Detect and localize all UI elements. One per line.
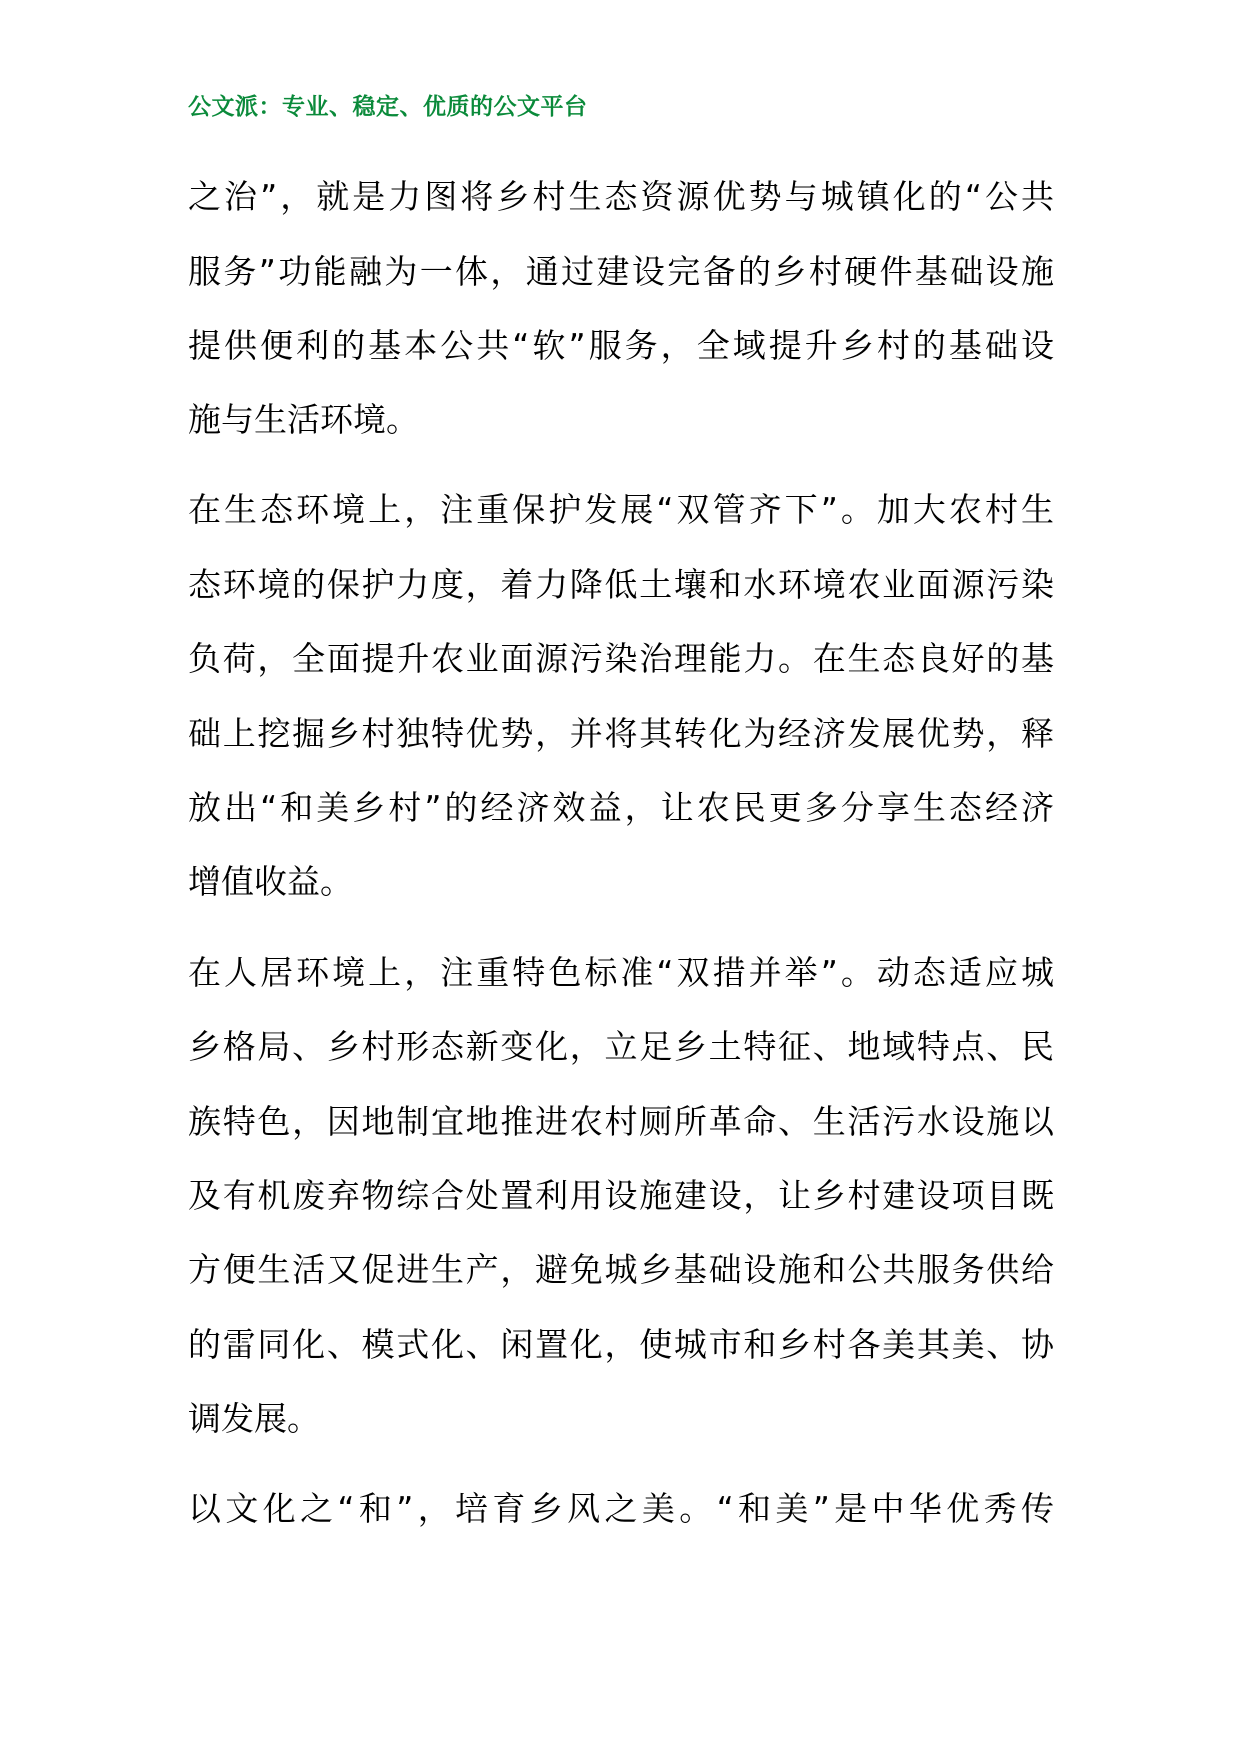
body-line: 乡格局、乡村形态新变化，立足乡土特征、地域特点、民 [188, 1027, 1054, 1066]
body-line: 在人居环境上，注重特色标准“双措并举”。动态适应城 [188, 953, 1054, 992]
body-line: 础上挖掘乡村独特优势，并将其转化为经济发展优势，释 [188, 714, 1054, 753]
body-line: 负荷，全面提升农业面源污染治理能力。在生态良好的基 [188, 639, 1054, 678]
body-line: 及有机废弃物综合处置利用设施建设，让乡村建设项目既 [188, 1176, 1054, 1215]
body-line: 服务”功能融为一体，通过建设完备的乡村硬件基础设施 [188, 252, 1054, 291]
body-line: 态环境的保护力度，着力降低土壤和水环境农业面源污染 [188, 565, 1054, 604]
body-line: 增值收益。 [188, 862, 353, 901]
body-line: 方便生活又促进生产，避免城乡基础设施和公共服务供给 [188, 1250, 1054, 1289]
body-line: 在生态环境上，注重保护发展“双管齐下”。加大农村生 [188, 490, 1054, 529]
page-header: 公文派：专业、稳定、优质的公文平台 [188, 94, 588, 120]
body-line: 的雷同化、模式化、闲置化，使城市和乡村各美其美、协 [188, 1325, 1054, 1364]
body-line: 提供便利的基本公共“软”服务，全域提升乡村的基础设 [188, 326, 1054, 365]
body-line: 族特色，因地制宜地推进农村厕所革命、生活污水设施以 [188, 1102, 1054, 1141]
body-line: 调发展。 [188, 1399, 320, 1438]
body-line: 之治”，就是力图将乡村生态资源优势与城镇化的“公共 [188, 177, 1054, 216]
body-line: 以文化之“和”，培育乡风之美。“和美”是中华优秀传 [188, 1489, 1054, 1528]
body-line: 施与生活环境。 [188, 400, 419, 439]
body-line: 放出“和美乡村”的经济效益，让农民更多分享生态经济 [188, 788, 1054, 827]
